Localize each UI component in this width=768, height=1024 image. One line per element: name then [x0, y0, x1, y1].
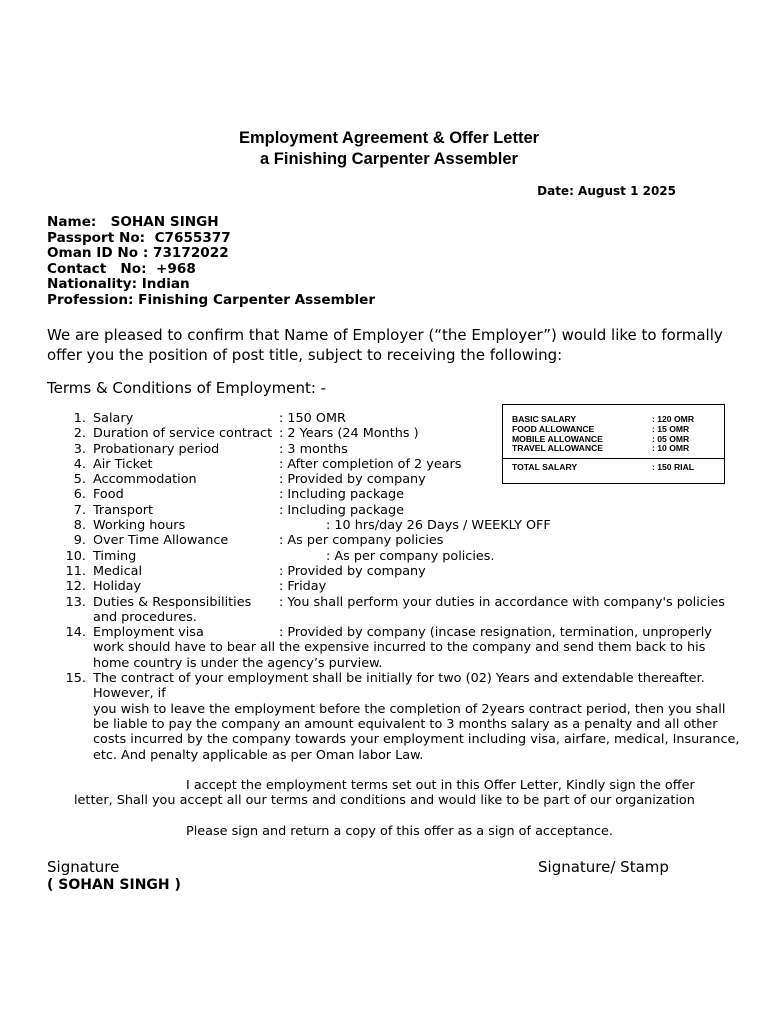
term-item — [0, 487, 740, 502]
term-item — [0, 549, 740, 564]
candidate-details — [47, 215, 375, 308]
salary-row — [512, 444, 718, 454]
salary-row-label: FOOD ALLOWANCE — [512, 423, 595, 434]
terms-heading: Terms & Conditions of Employment: - — [47, 379, 327, 397]
term-value: : Provided by company (incase resignation, termination, unproperly — [279, 625, 712, 641]
return-note: Please sign and return a copy of this offer as a sign of acceptance. — [186, 824, 613, 839]
salary-total-value: : 150 RIAL — [652, 462, 695, 472]
candidate-nationality: Nationality: Indian — [47, 276, 190, 292]
term-value: : Provided by company — [279, 563, 426, 579]
term-value: : 2 Years (24 Months ) — [279, 426, 419, 442]
term-label: Probationary period — [93, 441, 220, 457]
term-number: 12. — [65, 579, 86, 595]
term-item — [0, 533, 740, 548]
term-label: Medical — [93, 563, 143, 579]
term-item — [0, 579, 740, 594]
term-number: 5. — [73, 472, 86, 488]
term-number: 8. — [73, 518, 86, 534]
term-value: : Provided by company — [279, 472, 426, 488]
salary-row-label: BASIC SALARY — [512, 414, 577, 424]
term-label: Employment visa — [93, 625, 204, 641]
term-label: Salary — [93, 411, 134, 426]
term-number: 6. — [73, 487, 86, 503]
term-number: 14. — [65, 625, 86, 641]
term-continuation: and procedures. — [93, 609, 197, 625]
term-label: Over Time Allowance — [93, 533, 229, 549]
term-item — [0, 503, 740, 518]
term-label: Timing — [93, 548, 137, 564]
salary-row-label: TRAVEL ALLOWANCE — [512, 443, 604, 454]
term-number: 10. — [65, 548, 86, 564]
term-value: : Friday — [279, 579, 327, 595]
salary-breakdown-box — [502, 404, 725, 484]
term-value: : Including package — [279, 487, 404, 503]
salary-row-value: : 15 OMR — [652, 423, 690, 434]
term-number: 9. — [73, 533, 86, 549]
term-label: Duties & Responsibilities — [93, 594, 252, 610]
candidate-contact: Contact No: +968 — [47, 260, 196, 277]
term-value: : As per company policies. — [326, 548, 495, 564]
candidate-passport: Passport No: C7655377 — [47, 229, 231, 246]
salary-row-label: MOBILE ALLOWANCE — [512, 433, 603, 444]
employer-signature-stamp-label: Signature/ Stamp — [538, 858, 669, 876]
term-item — [0, 625, 740, 671]
document-title: Employment Agreement & Offer Letter — [238, 129, 540, 147]
term-value: : As per company policies — [279, 533, 444, 549]
term-number: 3. — [73, 441, 86, 457]
term-item — [0, 671, 740, 763]
acceptance-line-2: letter, Shall you accept all our terms and conditions and would like to be part of our organization — [74, 793, 695, 809]
term-label: Working hours — [93, 518, 186, 534]
term-value: : You shall perform your duties in accordance with company's policies — [279, 594, 725, 610]
term-label: Transport — [93, 502, 154, 518]
salary-row-value: : 05 OMR — [652, 433, 690, 444]
term-number: 13. — [65, 594, 86, 610]
employee-signature-name: ( SOHAN SINGH ) — [47, 877, 181, 893]
term-continuation: you wish to leave the employment before the completion of 2years contract period, then you shall be liable to pay the company an amount equivalent to 3 months salary as a penalty and all other costs incurred by the company towards your employment including visa, airfare, medical, Insurance, etc. And penalty applicable as per Oman labor Law. — [93, 701, 740, 763]
term-value: : 150 OMR — [279, 411, 346, 426]
candidate-profession: Profession: Finishing Carpenter Assembler — [47, 291, 376, 308]
salary-total-row — [512, 463, 718, 473]
term-continuation: work should have to bear all the expensive incurred to the company and send them back to his home country is under the agency’s purview. — [93, 640, 706, 671]
candidate-oman-id: Oman ID No : 73172022 — [47, 245, 229, 261]
term-number: 1. — [73, 411, 86, 426]
term-label: Holiday — [93, 579, 142, 595]
term-item — [0, 518, 740, 533]
term-value: : 10 hrs/day 26 Days / WEEKLY OFF — [326, 518, 551, 534]
term-number: 7. — [73, 502, 86, 518]
letter-date: Date: August 1 2025 — [537, 184, 676, 198]
term-value: : After completion of 2 years — [279, 456, 462, 472]
term-item — [0, 564, 740, 579]
term-label: Duration of service contract — [93, 426, 273, 442]
employee-signature-label: Signature — [47, 858, 120, 876]
document-subtitle: a Finishing Carpenter Assembler — [260, 150, 518, 168]
candidate-name: Name: SOHAN SINGH — [47, 214, 219, 230]
salary-total-label: TOTAL SALARY — [512, 462, 578, 472]
term-value: : 3 months — [279, 441, 348, 457]
salary-row-value: : 10 OMR — [652, 443, 690, 454]
salary-divider — [503, 458, 724, 459]
term-text: The contract of your employment shall be initially for two (02) Years and extendable thereafter. However, if — [93, 671, 705, 702]
term-label: Accommodation — [93, 472, 197, 488]
intro-paragraph: We are pleased to confirm that Name of Employer (“the Employer”) would like to formally offer you the position of post title, subject to receiving the following: — [47, 326, 723, 364]
term-label: Air Ticket — [93, 456, 153, 472]
term-number: 2. — [73, 426, 86, 442]
term-number: 4. — [73, 456, 86, 472]
term-number: 11. — [65, 563, 86, 579]
acceptance-paragraph — [74, 778, 734, 809]
acceptance-line-1: I accept the employment terms set out in this Offer Letter, Kindly sign the offer — [186, 778, 695, 793]
term-number: 15. — [65, 671, 86, 687]
term-value: : Including package — [279, 502, 404, 518]
term-label: Food — [93, 487, 124, 503]
term-item — [0, 595, 740, 626]
salary-row-value: : 120 OMR — [652, 414, 695, 424]
